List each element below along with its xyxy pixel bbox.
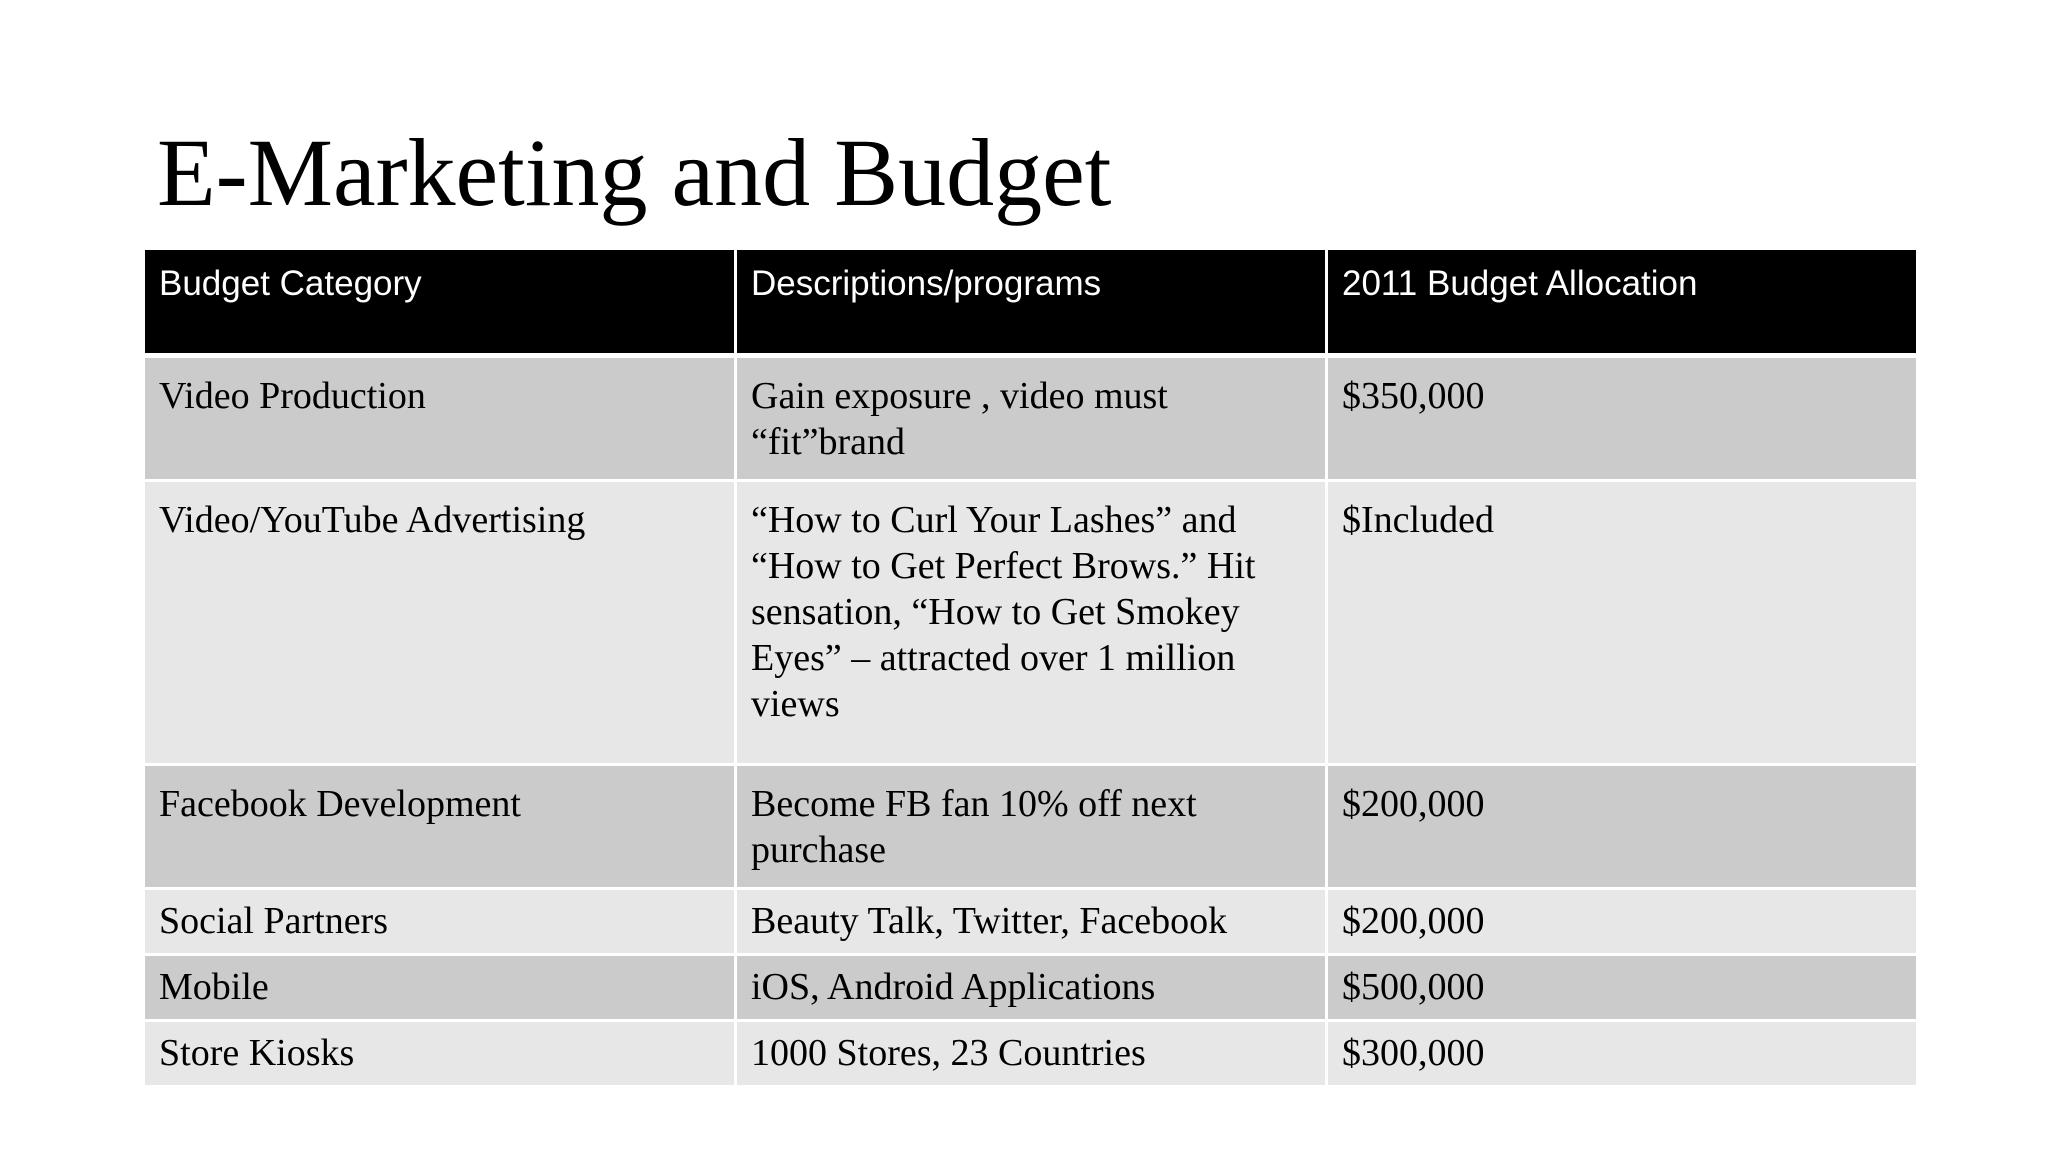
table-row	[144, 1021, 1918, 1087]
category-cell: Store Kiosks	[144, 1021, 736, 1087]
category-cell: Video Production	[144, 356, 736, 481]
allocation-cell: $500,000	[1327, 955, 1918, 1021]
allocation-cell: $Included	[1327, 481, 1918, 765]
description-cell: “How to Curl Your Lashes” and “How to Get Perfect Brows.” Hit sensation, “How to Get Smokey Eyes” – attracted over 1 million views	[736, 481, 1327, 765]
description-cell: Beauty Talk, Twitter, Facebook	[736, 889, 1327, 955]
allocation-cell: $200,000	[1327, 889, 1918, 955]
table-row	[144, 356, 1918, 481]
category-cell: Video/YouTube Advertising	[144, 481, 736, 765]
category-cell: Facebook Development	[144, 765, 736, 889]
budget-table	[142, 247, 1919, 1088]
table-row	[144, 765, 1918, 889]
allocation-cell: $350,000	[1327, 356, 1918, 481]
table-header-row	[144, 249, 1918, 356]
slide-title: E-Marketing and Budget	[157, 119, 1112, 226]
header-budget-category: Budget Category	[144, 249, 736, 356]
category-cell: Mobile	[144, 955, 736, 1021]
description-cell: Become FB fan 10% off next purchase	[736, 765, 1327, 889]
allocation-cell: $200,000	[1327, 765, 1918, 889]
table-row	[144, 955, 1918, 1021]
description-cell: iOS, Android Applications	[736, 955, 1327, 1021]
header-budget-allocation: 2011 Budget Allocation	[1327, 249, 1918, 356]
description-cell: 1000 Stores, 23 Countries	[736, 1021, 1327, 1087]
table-row	[144, 481, 1918, 765]
description-cell: Gain exposure , video must “fit”brand	[736, 356, 1327, 481]
table-row	[144, 889, 1918, 955]
category-cell: Social Partners	[144, 889, 736, 955]
allocation-cell: $300,000	[1327, 1021, 1918, 1087]
header-descriptions-programs: Descriptions/programs	[736, 249, 1327, 356]
